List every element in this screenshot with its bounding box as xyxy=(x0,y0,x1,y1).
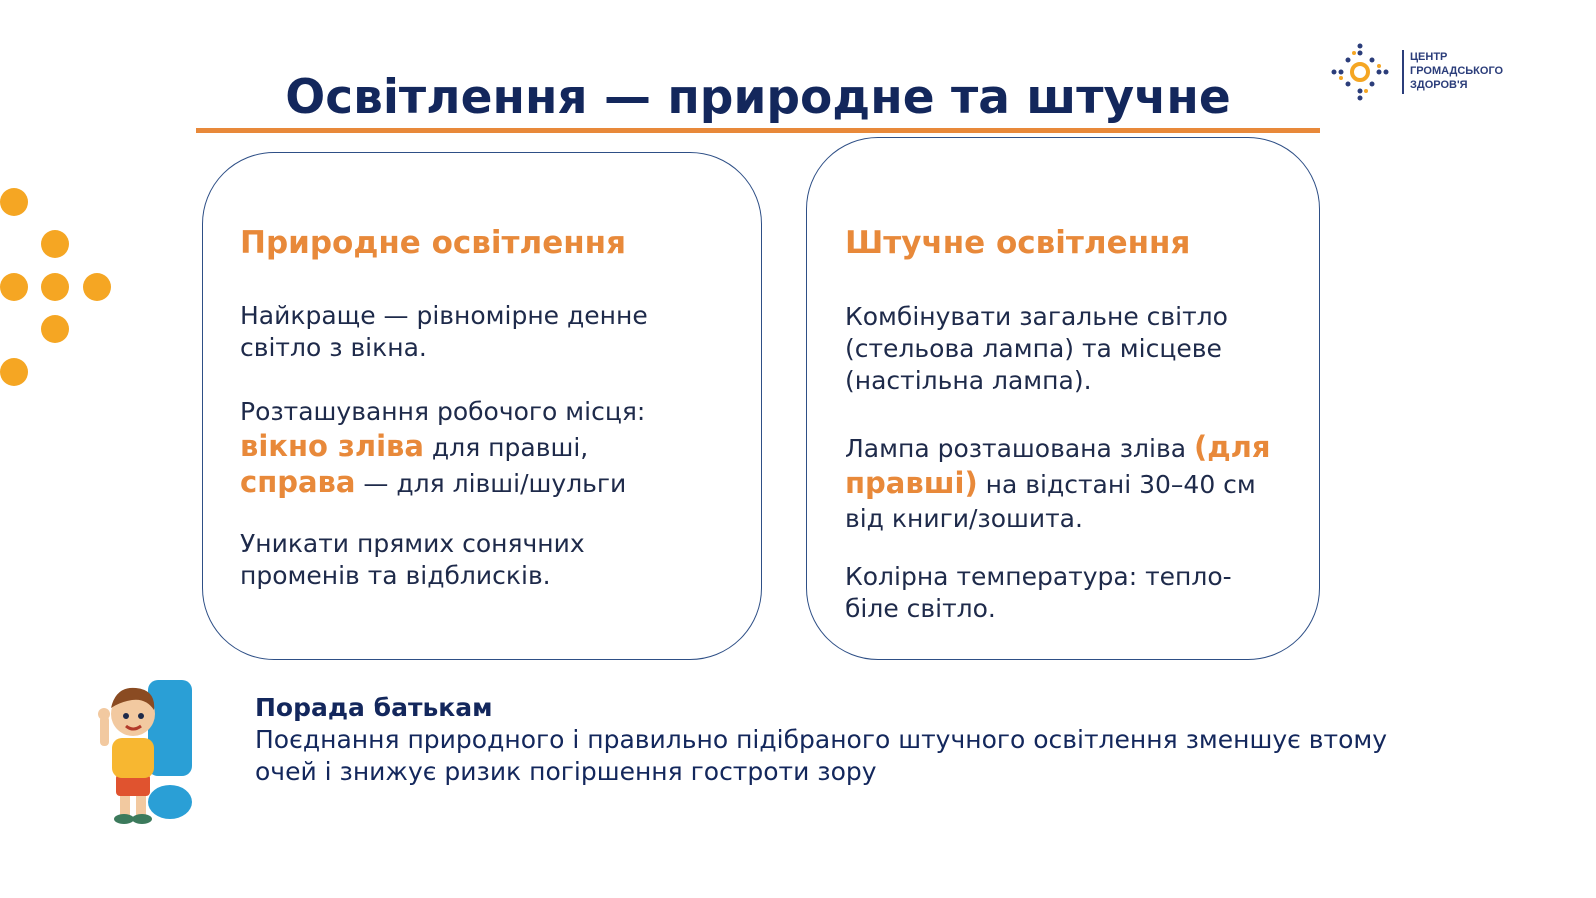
text-fragment: для правші, xyxy=(423,433,589,462)
logo-line-1: ЦЕНТР xyxy=(1410,51,1448,63)
logo-dots-icon xyxy=(1328,40,1392,104)
highlight-right-handed: правші) xyxy=(845,466,978,500)
text-fragment: Лампа розташована зліва xyxy=(845,434,1194,463)
advice-text xyxy=(255,724,1387,788)
natural-lighting-paragraph-1 xyxy=(240,300,648,364)
text-line: Розташування робочого місця: xyxy=(240,397,646,426)
text-line: (стельова лампа) та місцеве xyxy=(845,334,1222,363)
kid-exclamation-illustration xyxy=(86,676,204,828)
title-underline xyxy=(196,128,1320,133)
natural-lighting-paragraph-3 xyxy=(240,528,585,592)
natural-lighting-heading: Природне освітлення xyxy=(240,225,626,261)
advice-title: Порада батькам xyxy=(255,693,493,722)
text-line: Найкраще — рівномірне денне xyxy=(240,301,648,330)
page-title: Освітлення — природне та штучне xyxy=(285,70,1231,125)
artificial-lighting-heading: Штучне освітлення xyxy=(845,225,1191,261)
logo-line-2: ГРОМАДСЬКОГО xyxy=(1410,65,1504,77)
organization-logo xyxy=(1328,38,1506,104)
text-fragment: — для лівші/шульги xyxy=(355,469,627,498)
text-line: Комбінувати загальне світло xyxy=(845,302,1228,331)
natural-lighting-paragraph-2 xyxy=(240,394,645,501)
highlight-right: справа xyxy=(240,465,356,499)
text-line: від книги/зошита. xyxy=(845,504,1083,533)
logo-divider xyxy=(1402,50,1404,94)
decorative-dots xyxy=(0,186,118,390)
artificial-lighting-paragraph-1 xyxy=(845,301,1228,397)
text-line: Поєднання природного і правильно підібраного штучного освітлення зменшує втому xyxy=(255,725,1388,754)
highlight-for-right-handed: (для xyxy=(1194,430,1271,464)
text-line: Уникати прямих сонячних xyxy=(240,529,585,558)
text-line: Колірна температура: тепло- xyxy=(845,562,1232,591)
text-line: (настільна лампа). xyxy=(845,366,1092,395)
text-line xyxy=(240,429,645,465)
highlight-window-left: вікно зліва xyxy=(240,429,424,463)
artificial-lighting-paragraph-2 xyxy=(845,430,1271,536)
artificial-lighting-paragraph-3 xyxy=(845,561,1232,625)
text-line xyxy=(845,430,1271,466)
text-line xyxy=(845,466,1271,502)
text-line: променів та відблисків. xyxy=(240,561,551,590)
text-fragment: на відстані 30–40 см xyxy=(977,470,1256,499)
text-line: біле світло. xyxy=(845,594,996,623)
text-line xyxy=(240,465,645,501)
text-line: світло з вікна. xyxy=(240,333,427,362)
logo-text xyxy=(1410,50,1503,92)
logo-line-3: ЗДОРОВ'Я xyxy=(1410,79,1468,91)
text-line: очей і знижує ризик погіршення гостроти зору xyxy=(255,757,877,786)
